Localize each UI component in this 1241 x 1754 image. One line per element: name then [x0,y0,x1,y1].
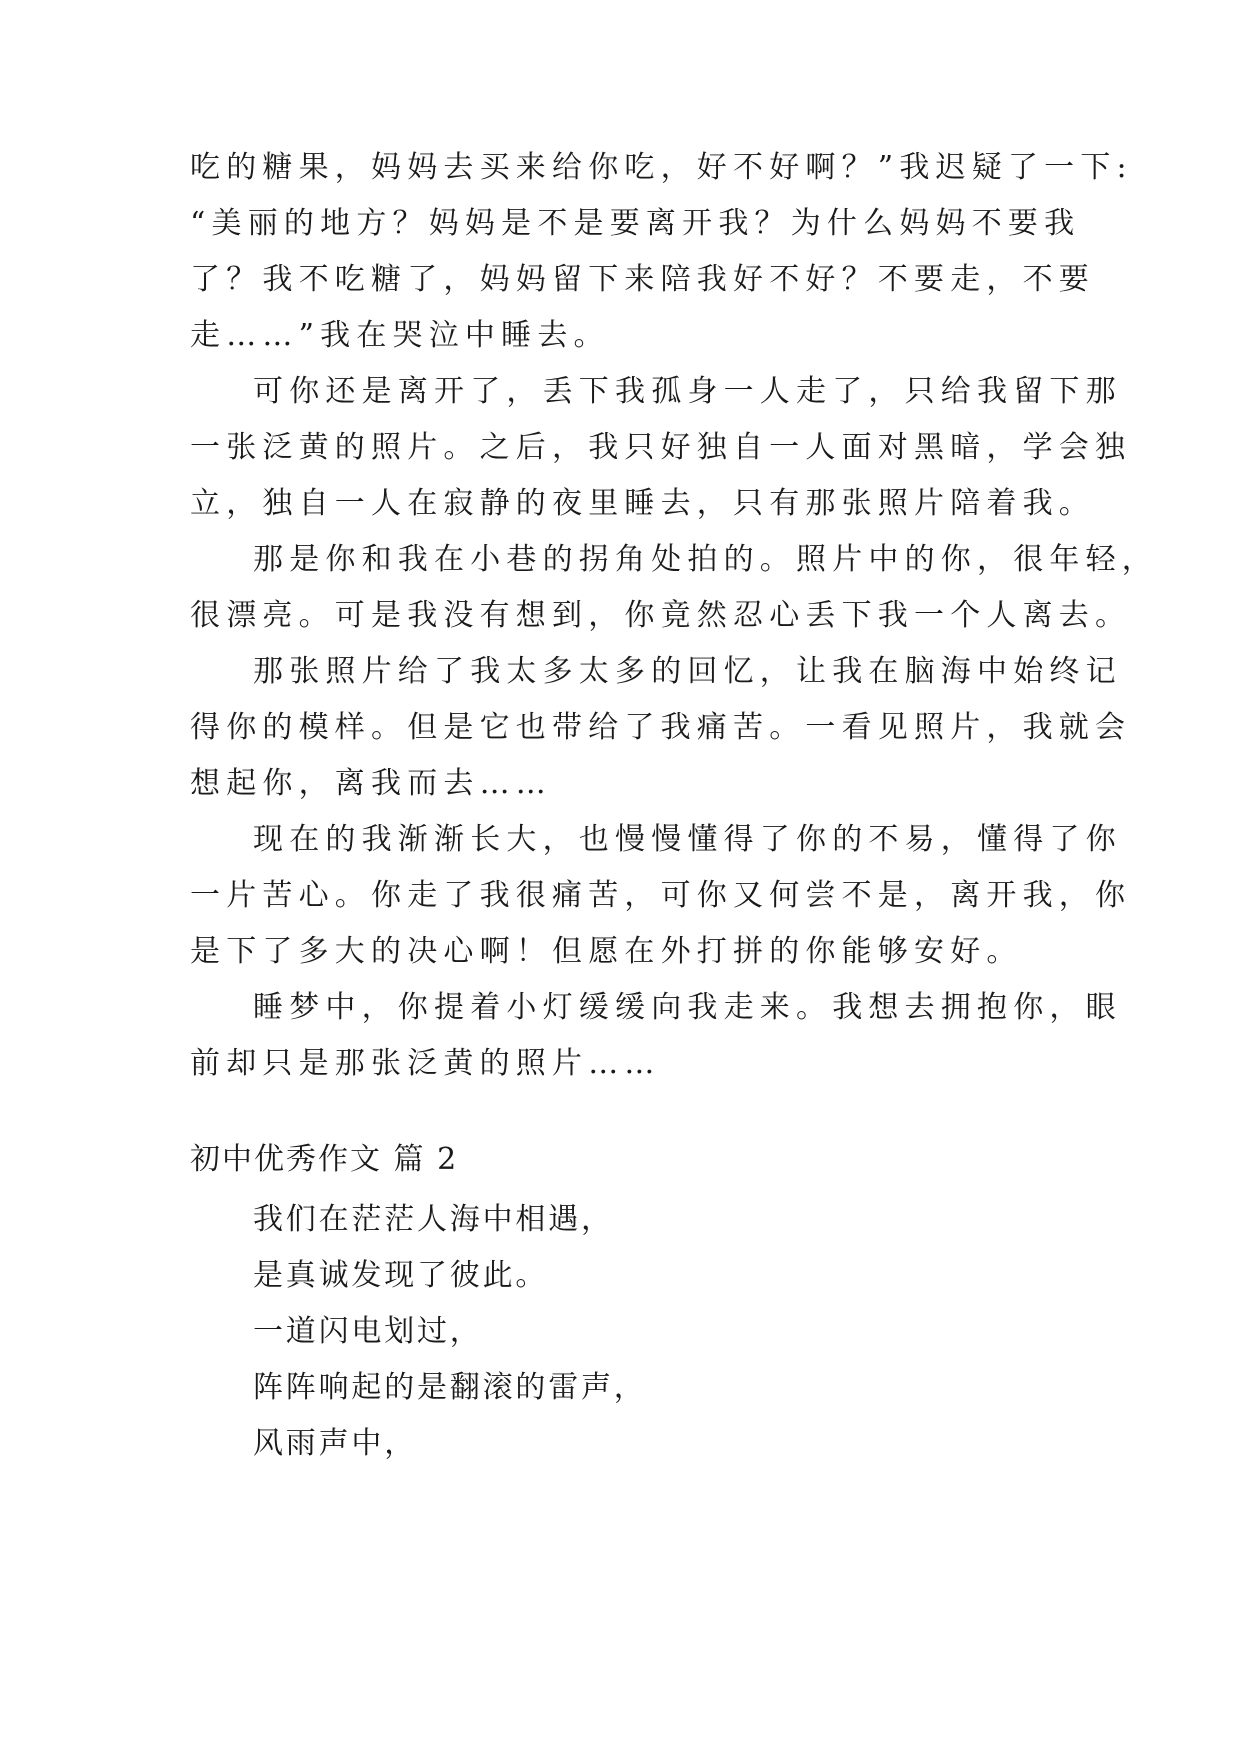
paragraph-first-line: 可你还是离开了，丢下我孤身一人走了，只给我留下那 [253,374,1122,409]
paragraph-first-line: 那张照片给了我太多太多的回忆，让我在脑海中始终记 [253,654,1122,689]
essay-line: 走……”我在哭泣中睡去。 [190,318,610,353]
poem-line: 是真诚发现了彼此。 [253,1258,549,1293]
poem-line: 一道闪电划过， [253,1314,483,1349]
essay-line: 立，独自一人在寂静的夜里睡去，只有那张照片陪着我。 [190,486,1095,521]
essay-line: 前却只是那张泛黄的照片…… [190,1046,661,1081]
essay-line: 了？我不吃糖了，妈妈留下来陪我好不好？不要走，不要 [190,262,1095,297]
essay-line: 是下了多大的决心啊！但愿在外打拼的你能够安好。 [190,934,1023,969]
essay-line: 吃的糖果，妈妈去买来给你吃，好不好啊？”我迟疑了一下: [190,150,1133,185]
paragraph-first-line: 现在的我渐渐长大，也慢慢懂得了你的不易，懂得了你 [253,822,1122,857]
section-heading: 初中优秀作文 篇 2 [190,1142,459,1177]
essay-line: 一张泛黄的照片。之后，我只好独自一人面对黑暗，学会独 [190,430,1132,465]
paragraph-first-line: 那是你和我在小巷的拐角处拍的。照片中的你，很年轻， [253,542,1158,577]
essay-line: 想起你，离我而去…… [190,766,552,801]
essay-line: 得你的模样。但是它也带给了我痛苦。一看见照片，我就会 [190,710,1132,745]
paragraph-first-line: 睡梦中，你提着小灯缓缓向我走来。我想去拥抱你，眼 [253,990,1122,1025]
essay-line: 很漂亮。可是我没有想到，你竟然忍心丢下我一个人离去。 [190,598,1132,633]
essay-line: 一片苦心。你走了我很痛苦，可你又何尝不是，离开我，你 [190,878,1132,913]
poem-line: 风雨声中， [253,1426,417,1461]
essay-line: “美丽的地方？妈妈是不是要离开我？为什么妈妈不要我 [190,206,1081,241]
poem-line: 阵阵响起的是翻滚的雷声， [253,1370,647,1405]
poem-line: 我们在茫茫人海中相遇， [253,1202,614,1237]
